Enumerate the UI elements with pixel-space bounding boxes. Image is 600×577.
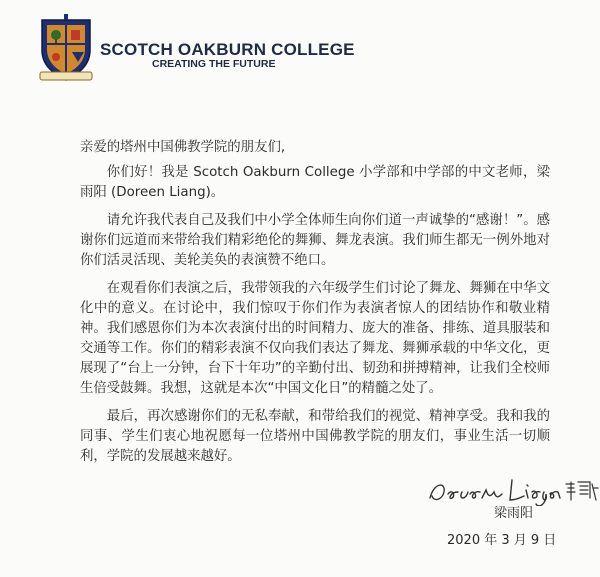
paragraph-discussion: 在观看你们表演之后，我带领我的六年级学生们讨论了舞龙、舞狮在中华文化中的意义。在讨论中，我们惊叹于你们作为表演者惊人的团结协作和敬业精神。我们感恩你们为本次表演付出的时间精力、庞大的准备、排练、道具服装和交通等工作。你们的精彩表演不仅向我们表达了舞龙、舞狮承载的中华文化，更展现了“台上一分钟，台下十年功”的辛勤付出、韧劲和拼搏精神，让我们全校师生倍受鼓舞。我想，这就是本次“中国文化日”的精髓之处了。 [80, 281, 550, 396]
college-motto: CREATING THE FUTURE [152, 58, 276, 70]
paragraph-closing: 最后，再次感谢你们的无私奉献，和带给我们的视觉、精神享受。我和我的同事、学生们衷心地祝愿每一位塔州中国佛教学院的朋友们，事业生活一切顺利，学院的发展越来越好。 [80, 409, 550, 464]
paragraph-thanks: 请允许我代表自己及我们中小学全体师生向你们道一声诚挚的“感谢！”。感谢你们远道而来带给我们精彩绝伦的舞狮、舞龙表演。我们师生都无一例外地对你们活灵活现、美轮美奂的表演赞不绝口。 [80, 213, 550, 268]
school-crest-icon [38, 14, 94, 82]
signer-name: 梁雨阳 [494, 506, 534, 521]
college-name: SCOTCH OAKBURN COLLEGE [100, 40, 355, 59]
paragraph-intro: 你们好！我是 Scotch Oakburn College 小学部和中学部的中文老师，梁雨阳 (Doreen Liang)。 [80, 165, 550, 200]
letter-body [80, 138, 550, 475]
salutation: 亲爱的塔州中国佛教学院的朋友们, [80, 140, 286, 155]
letter-date: 2020 年 3 月 9 日 [447, 533, 557, 548]
